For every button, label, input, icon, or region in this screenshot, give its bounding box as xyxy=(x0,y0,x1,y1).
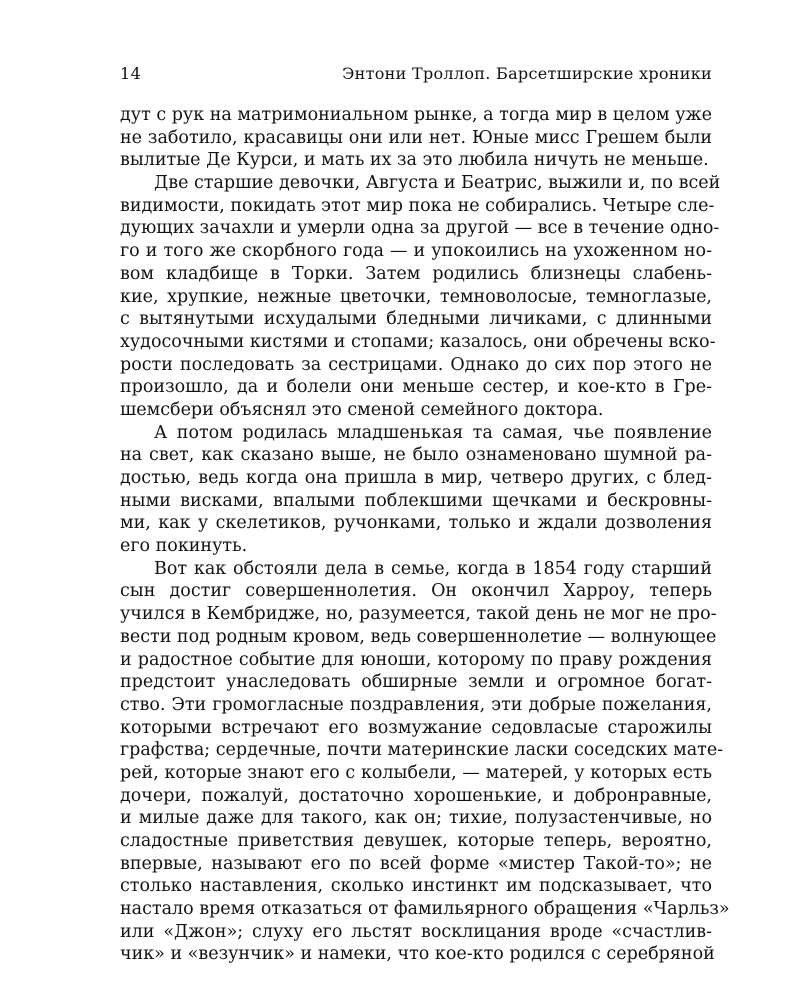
text-line: вом кладбище в Торки. Затем родились близнецы слабень- xyxy=(120,263,712,284)
text-line: кие, хрупкие, нежные цветочки, темноволосые, темноглазые, xyxy=(120,286,712,307)
text-line: его покинуть. xyxy=(120,536,248,557)
text-line: ми, как у скелетиков, ручонками, только и ждали дозволения xyxy=(120,513,712,534)
text-line: рости последовать за сестрицами. Однако до сих пор этого не xyxy=(120,354,712,375)
text-line: сладостные приветствия девушек, которые теперь, вероятно, xyxy=(120,831,712,851)
text-line: графства; сердечные, почти материнские ласки соседских мате- xyxy=(120,740,724,761)
text-line: произошло, да и болели они меньше сестер, и кое-кто в Гре- xyxy=(120,377,712,398)
text-line: дут с рук на матримониальном рынке, а тогда мир в целом уже xyxy=(120,105,712,125)
text-line: учился в Кембридже, но, разумеется, такой день не мог не про- xyxy=(120,604,717,625)
text-line: ными висками, впалыми поблекшими щечками и бескровны- xyxy=(120,490,712,511)
text-line: которыми встречают его возмужание седовласые старожилы xyxy=(120,717,712,738)
text-line: худосочными кистями и стопами; казалось, они обречены вско- xyxy=(120,331,716,352)
text-line: рей, которые знают его с колыбели, — матерей, у которых есть xyxy=(120,762,712,783)
text-line: предстоит унаследовать обширные земли и огромное богат- xyxy=(120,672,712,693)
text-line: чик» и «везунчик» и намеки, что кое-кто родился с серебряной xyxy=(120,944,715,965)
text-line: достью, ведь когда она пришла в мир, четверо других, с блед- xyxy=(120,468,712,488)
text-line: и милые даже для такого, как он; тихие, полузастенчивые, но xyxy=(120,808,712,829)
text-line: или «Джон»; слуху его льстят восклицания вроде «счастлив- xyxy=(120,921,712,942)
text-line: го и того же скорбного года — и упокоились на ухоженном но- xyxy=(120,241,712,262)
text-line: видимости, покидать этот мир пока не собирались. Четыре сле- xyxy=(120,195,715,216)
text-line: на свет, как сказано выше, не было ознаменовано шумной ра- xyxy=(120,445,712,466)
text-line: не заботило, красавицы они или нет. Юные мисс Грешем были xyxy=(120,127,712,148)
text-line: вести под родным кровом, ведь совершеннолетие — волнующее xyxy=(120,626,717,647)
body-text xyxy=(120,104,730,966)
paragraph-first-line: А потом родилась младшенькая та самая, чье появление xyxy=(154,422,712,443)
text-line: столько наставления, сколько инстинкт им подсказывает, что xyxy=(120,876,712,897)
text-line: шемсбери объяснял это сменой семейного доктора. xyxy=(120,399,604,420)
page-header xyxy=(120,62,712,86)
text-line: дочери, пожалуй, достаточно хорошенькие, и добронравные, xyxy=(120,785,712,806)
text-line: дующих зачахли и умерли одна за другой — все в течение одно- xyxy=(120,218,720,239)
page-number: 14 xyxy=(120,64,142,83)
text-line: впервые, называют его по всей форме «мистер Такой-то»; не xyxy=(120,853,712,874)
text-line: настало время отказаться от фамильярного обращения «Чарльз» xyxy=(120,899,730,920)
paragraph-first-line: Вот как обстояли дела в семье, когда в 1854 году старший xyxy=(154,558,712,579)
text-line: с вытянутыми исхудалыми бледными личиками, с длинными xyxy=(120,309,712,330)
text-line: вылитые Де Курси, и мать их за это любила ничуть не меньше. xyxy=(120,150,709,171)
paragraph-first-line: Две старшие девочки, Августа и Беатрис, выжили и, по всей xyxy=(154,173,721,194)
text-line: ство. Эти громогласные поздравления, эти добрые пожелания, xyxy=(120,694,712,715)
text-line: и радостное событие для юноши, которому по праву рождения xyxy=(120,649,712,670)
text-line: сын достиг совершеннолетия. Он окончил Харроу, теперь xyxy=(120,581,712,602)
running-head: Энтони Троллоп. Барсетширские хроники xyxy=(342,64,712,83)
